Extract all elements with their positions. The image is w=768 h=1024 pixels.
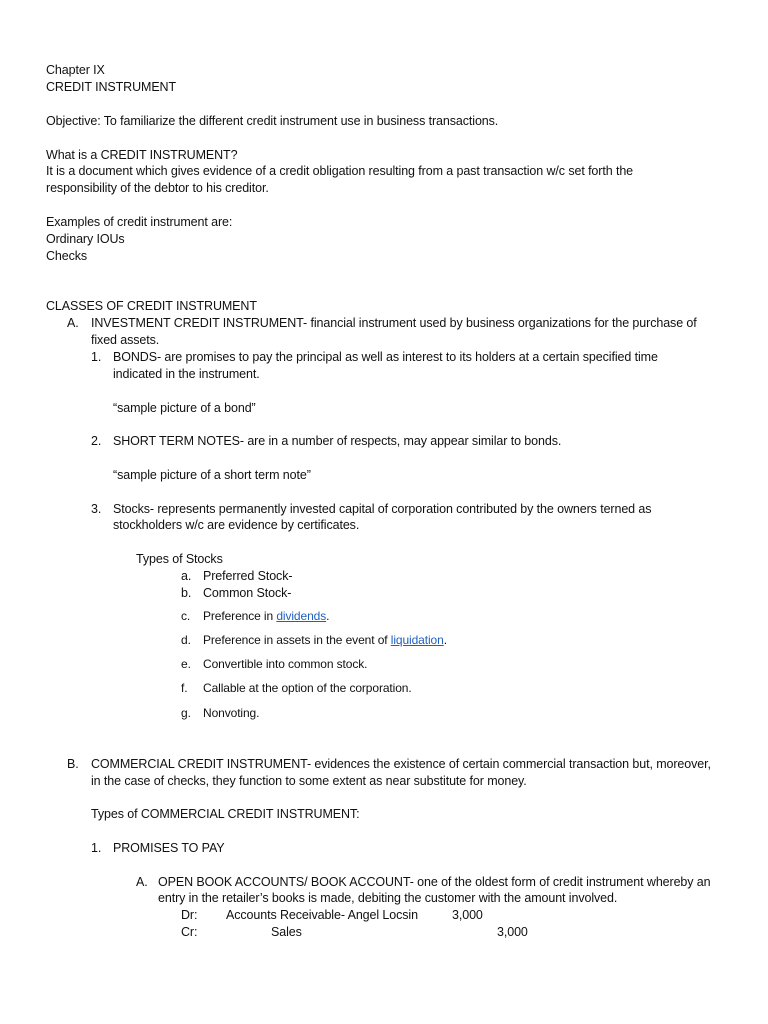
item-1-marker: 1. bbox=[91, 350, 102, 364]
stock-type-text: Preference in bbox=[203, 609, 277, 623]
definition-line-1: It is a document which gives evidence of a credit obligation resulting from a past transaction w/c set forth the bbox=[46, 164, 634, 178]
section-a-marker: A. bbox=[67, 316, 79, 330]
promises-marker: 1. bbox=[91, 841, 102, 855]
stock-type-marker: a. bbox=[181, 569, 192, 583]
journal-cr-account: Sales bbox=[271, 925, 302, 939]
section-b-marker: B. bbox=[67, 757, 79, 771]
stocks-line-2: stockholders w/c are evidence by certificates. bbox=[113, 518, 360, 532]
stock-type-text: Preferred Stock- bbox=[203, 569, 293, 583]
commercial-types-heading: Types of COMMERCIAL CREDIT INSTRUMENT: bbox=[91, 807, 360, 821]
book-accounts-marker: A. bbox=[136, 875, 148, 889]
stock-type-text: Convertible into common stock. bbox=[203, 657, 368, 671]
document-title: CREDIT INSTRUMENT bbox=[46, 80, 177, 94]
section-b-line-2: in the case of checks, they function to some extent as near substitute for money. bbox=[91, 774, 527, 788]
book-accounts-line-2: entry in the retailer’s books is made, debiting the customer with the amount involved. bbox=[158, 891, 618, 905]
stock-type-text: Nonvoting. bbox=[203, 706, 260, 720]
stock-type-marker: e. bbox=[181, 657, 191, 671]
stock-types-heading: Types of Stocks bbox=[136, 552, 223, 566]
stock-type-text: Callable at the option of the corporation. bbox=[203, 681, 412, 695]
objective-text: Objective: To familiarize the different credit instrument use in business transactions. bbox=[46, 114, 499, 128]
stock-type-text: . bbox=[326, 609, 330, 623]
promises-to-pay: PROMISES TO PAY bbox=[113, 841, 225, 855]
journal-dr-label: Dr: bbox=[181, 908, 198, 922]
item-3-marker: 3. bbox=[91, 502, 102, 516]
examples-heading: Examples of credit instrument are: bbox=[46, 215, 233, 229]
bond-picture-note: “sample picture of a bond” bbox=[113, 401, 256, 415]
stock-type-marker: f. bbox=[181, 681, 188, 695]
example-item: Checks bbox=[46, 249, 88, 263]
chapter-label: Chapter IX bbox=[46, 63, 105, 77]
example-item: Ordinary IOUs bbox=[46, 232, 125, 246]
bonds-line-1: BONDS- are promises to pay the principal as well as interest to its holders at a certain specified time bbox=[113, 350, 658, 364]
short-term-notes-line: SHORT TERM NOTES- are in a number of respects, may appear similar to bonds. bbox=[113, 434, 562, 448]
stock-type-line bbox=[203, 608, 329, 624]
item-2-marker: 2. bbox=[91, 434, 102, 448]
stock-type-text: Preference in assets in the event of bbox=[203, 633, 391, 647]
book-accounts-line-1: OPEN BOOK ACCOUNTS/ BOOK ACCOUNT- one of the oldest form of credit instrument whereby an bbox=[158, 875, 711, 889]
journal-dr-account: Accounts Receivable- Angel Locsin bbox=[226, 908, 418, 922]
section-a-line-2: fixed assets. bbox=[91, 333, 160, 347]
journal-cr-label: Cr: bbox=[181, 925, 198, 939]
classes-heading: CLASSES OF CREDIT INSTRUMENT bbox=[46, 299, 257, 313]
section-a-line-1: INVESTMENT CREDIT INSTRUMENT- financial instrument used by business organizations for the purchase of bbox=[91, 316, 697, 330]
definition-question: What is a CREDIT INSTRUMENT? bbox=[46, 148, 238, 162]
stocks-line-1: Stocks- represents permanently invested capital of corporation contributed by the owners terned as bbox=[113, 502, 652, 516]
stock-type-marker: d. bbox=[181, 633, 191, 647]
stock-type-line bbox=[203, 632, 447, 648]
definition-line-2: responsibility of the debtor to his creditor. bbox=[46, 181, 269, 195]
stock-type-marker: g. bbox=[181, 706, 191, 720]
stock-type-text: . bbox=[443, 633, 447, 647]
bonds-line-2: indicated in the instrument. bbox=[113, 367, 260, 381]
liquidation-link[interactable]: liquidation bbox=[390, 633, 444, 647]
stock-type-marker: c. bbox=[181, 609, 191, 623]
journal-dr-amount: 3,000 bbox=[452, 908, 483, 922]
stock-type-text: Common Stock- bbox=[203, 586, 292, 600]
short-term-note-picture-note: “sample picture of a short term note” bbox=[113, 468, 311, 482]
journal-cr-amount: 3,000 bbox=[497, 925, 528, 939]
section-b-line-1: COMMERCIAL CREDIT INSTRUMENT- evidences the existence of certain commercial transaction but, moreover, bbox=[91, 757, 711, 771]
dividends-link[interactable]: dividends bbox=[276, 609, 327, 623]
stock-type-marker: b. bbox=[181, 586, 192, 600]
